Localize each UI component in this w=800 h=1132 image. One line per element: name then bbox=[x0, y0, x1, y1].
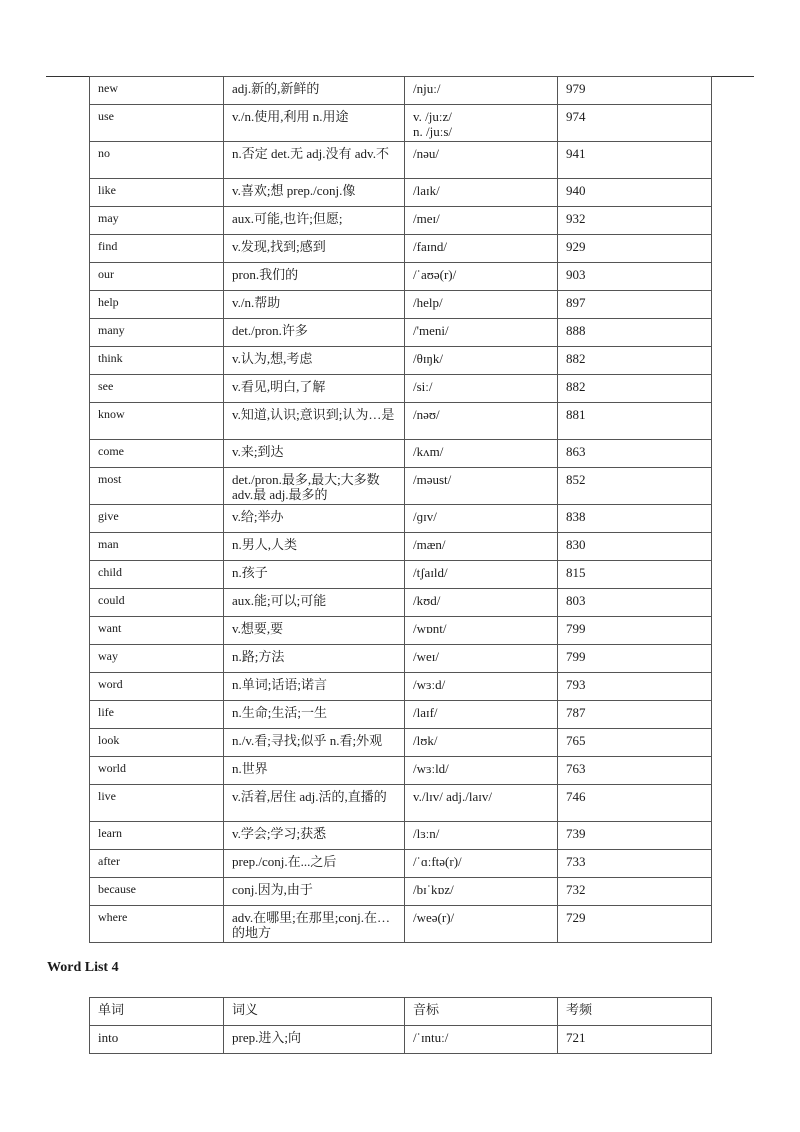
table-row bbox=[90, 533, 712, 561]
cell-frequency: 881 bbox=[558, 403, 712, 440]
cell-frequency: 729 bbox=[558, 906, 712, 943]
cell-word: like bbox=[90, 179, 224, 207]
header-word: 单词 bbox=[90, 998, 224, 1026]
cell-word: child bbox=[90, 561, 224, 589]
table-header-row bbox=[90, 998, 712, 1026]
table-row bbox=[90, 347, 712, 375]
cell-frequency: 793 bbox=[558, 673, 712, 701]
cell-meaning: adj.新的,新鲜的 bbox=[224, 77, 405, 105]
table-row bbox=[90, 291, 712, 319]
cell-word: look bbox=[90, 729, 224, 757]
cell-phonetic: /meɪ/ bbox=[405, 207, 558, 235]
cell-phonetic: /faɪnd/ bbox=[405, 235, 558, 263]
cell-word: because bbox=[90, 878, 224, 906]
table-row bbox=[90, 142, 712, 179]
cell-phonetic: /ˈaʊə(r)/ bbox=[405, 263, 558, 291]
cell-meaning: v.认为,想,考虑 bbox=[224, 347, 405, 375]
table-row bbox=[90, 617, 712, 645]
cell-meaning: pron.我们的 bbox=[224, 263, 405, 291]
cell-frequency: 929 bbox=[558, 235, 712, 263]
table-row bbox=[90, 440, 712, 468]
cell-phonetic: /siː/ bbox=[405, 375, 558, 403]
cell-meaning: det./pron.最多,最大;大多数 adv.最 adj.最多的 bbox=[224, 468, 405, 505]
cell-meaning: n.否定 det.无 adj.没有 adv.不 bbox=[224, 142, 405, 179]
cell-meaning: n.单词;话语;诺言 bbox=[224, 673, 405, 701]
cell-frequency: 799 bbox=[558, 617, 712, 645]
cell-word: want bbox=[90, 617, 224, 645]
table-row bbox=[90, 729, 712, 757]
cell-phonetic: /weɪ/ bbox=[405, 645, 558, 673]
cell-frequency: 932 bbox=[558, 207, 712, 235]
table-row bbox=[90, 701, 712, 729]
cell-word: world bbox=[90, 757, 224, 785]
cell-meaning: n.生命;生活;一生 bbox=[224, 701, 405, 729]
cell-phonetic: /lɜːn/ bbox=[405, 822, 558, 850]
cell-meaning: v.学会;学习;获悉 bbox=[224, 822, 405, 850]
cell-meaning: v.看见,明白,了解 bbox=[224, 375, 405, 403]
cell-frequency: 739 bbox=[558, 822, 712, 850]
cell-word: many bbox=[90, 319, 224, 347]
cell-phonetic: /mæn/ bbox=[405, 533, 558, 561]
word-list-3-table bbox=[89, 76, 712, 943]
cell-frequency: 863 bbox=[558, 440, 712, 468]
cell-phonetic: /kʌm/ bbox=[405, 440, 558, 468]
cell-phonetic: /weə(r)/ bbox=[405, 906, 558, 943]
cell-meaning: adv.在哪里;在那里;conj.在…的地方 bbox=[224, 906, 405, 943]
word-list-4-table bbox=[89, 997, 712, 1054]
table-row bbox=[90, 77, 712, 105]
cell-frequency: 746 bbox=[558, 785, 712, 822]
header-frequency: 考频 bbox=[558, 998, 712, 1026]
cell-meaning: v.喜欢;想 prep./conj.像 bbox=[224, 179, 405, 207]
cell-frequency: 882 bbox=[558, 375, 712, 403]
cell-word: most bbox=[90, 468, 224, 505]
cell-frequency: 882 bbox=[558, 347, 712, 375]
cell-phonetic: /məust/ bbox=[405, 468, 558, 505]
cell-phonetic: /lʊk/ bbox=[405, 729, 558, 757]
cell-word: learn bbox=[90, 822, 224, 850]
cell-phonetic: /wɜːd/ bbox=[405, 673, 558, 701]
table-row bbox=[90, 878, 712, 906]
cell-meaning: v./n.使用,利用 n.用途 bbox=[224, 105, 405, 142]
cell-meaning: aux.能;可以;可能 bbox=[224, 589, 405, 617]
header-phonetic: 音标 bbox=[405, 998, 558, 1026]
cell-phonetic: /kʊd/ bbox=[405, 589, 558, 617]
table-row bbox=[90, 179, 712, 207]
cell-word: know bbox=[90, 403, 224, 440]
cell-meaning: det./pron.许多 bbox=[224, 319, 405, 347]
cell-word: man bbox=[90, 533, 224, 561]
cell-meaning: conj.因为,由于 bbox=[224, 878, 405, 906]
cell-word: where bbox=[90, 906, 224, 943]
header-meaning: 词义 bbox=[224, 998, 405, 1026]
cell-phonetic: /θɪŋk/ bbox=[405, 347, 558, 375]
cell-word: may bbox=[90, 207, 224, 235]
cell-frequency: 732 bbox=[558, 878, 712, 906]
cell-frequency: 721 bbox=[558, 1026, 712, 1054]
cell-word: give bbox=[90, 505, 224, 533]
cell-frequency: 815 bbox=[558, 561, 712, 589]
cell-frequency: 803 bbox=[558, 589, 712, 617]
cell-frequency: 903 bbox=[558, 263, 712, 291]
cell-phonetic: /njuː/ bbox=[405, 77, 558, 105]
cell-phonetic: /ˈɑːftə(r)/ bbox=[405, 850, 558, 878]
cell-phonetic: /ɡɪv/ bbox=[405, 505, 558, 533]
cell-frequency: 888 bbox=[558, 319, 712, 347]
word-list-4-title: Word List 4 bbox=[47, 960, 119, 975]
cell-phonetic: /laɪk/ bbox=[405, 179, 558, 207]
table-row bbox=[90, 505, 712, 533]
table-row bbox=[90, 850, 712, 878]
cell-meaning: n./v.看;寻找;似乎 n.看;外观 bbox=[224, 729, 405, 757]
cell-word: way bbox=[90, 645, 224, 673]
cell-frequency: 733 bbox=[558, 850, 712, 878]
cell-frequency: 940 bbox=[558, 179, 712, 207]
cell-word: after bbox=[90, 850, 224, 878]
cell-frequency: 897 bbox=[558, 291, 712, 319]
cell-frequency: 979 bbox=[558, 77, 712, 105]
cell-phonetic: /wɜːld/ bbox=[405, 757, 558, 785]
table-row bbox=[90, 561, 712, 589]
cell-word: into bbox=[90, 1026, 224, 1054]
cell-phonetic: /nəʊ/ bbox=[405, 403, 558, 440]
cell-phonetic: /wɒnt/ bbox=[405, 617, 558, 645]
cell-meaning: prep./conj.在...之后 bbox=[224, 850, 405, 878]
cell-word: come bbox=[90, 440, 224, 468]
cell-phonetic: v. /juːz/ n. /juːs/ bbox=[405, 105, 558, 142]
table-row bbox=[90, 468, 712, 505]
cell-frequency: 765 bbox=[558, 729, 712, 757]
cell-frequency: 787 bbox=[558, 701, 712, 729]
cell-meaning: v.活着,居住 adj.活的,直播的 bbox=[224, 785, 405, 822]
cell-word: our bbox=[90, 263, 224, 291]
cell-word: think bbox=[90, 347, 224, 375]
cell-phonetic: /'meni/ bbox=[405, 319, 558, 347]
table-row bbox=[90, 235, 712, 263]
cell-word: life bbox=[90, 701, 224, 729]
table-row bbox=[90, 757, 712, 785]
cell-frequency: 830 bbox=[558, 533, 712, 561]
cell-meaning: aux.可能,也许;但愿; bbox=[224, 207, 405, 235]
cell-meaning: n.路;方法 bbox=[224, 645, 405, 673]
cell-word: help bbox=[90, 291, 224, 319]
cell-meaning: v./n.帮助 bbox=[224, 291, 405, 319]
cell-meaning: n.孩子 bbox=[224, 561, 405, 589]
cell-meaning: v.发现,找到;感到 bbox=[224, 235, 405, 263]
cell-meaning: n.世界 bbox=[224, 757, 405, 785]
cell-word: see bbox=[90, 375, 224, 403]
table-row bbox=[90, 105, 712, 142]
cell-phonetic: /nəu/ bbox=[405, 142, 558, 179]
table-row bbox=[90, 319, 712, 347]
cell-meaning: n.男人,人类 bbox=[224, 533, 405, 561]
cell-word: word bbox=[90, 673, 224, 701]
cell-frequency: 838 bbox=[558, 505, 712, 533]
cell-frequency: 974 bbox=[558, 105, 712, 142]
table-row bbox=[90, 589, 712, 617]
cell-phonetic: /help/ bbox=[405, 291, 558, 319]
cell-word: use bbox=[90, 105, 224, 142]
table-row bbox=[90, 822, 712, 850]
cell-frequency: 941 bbox=[558, 142, 712, 179]
cell-meaning: prep.进入;向 bbox=[224, 1026, 405, 1054]
cell-phonetic: v./lɪv/ adj./laɪv/ bbox=[405, 785, 558, 822]
table-row bbox=[90, 673, 712, 701]
cell-phonetic: /tʃaɪld/ bbox=[405, 561, 558, 589]
cell-frequency: 763 bbox=[558, 757, 712, 785]
cell-word: live bbox=[90, 785, 224, 822]
cell-word: new bbox=[90, 77, 224, 105]
cell-frequency: 852 bbox=[558, 468, 712, 505]
table-row bbox=[90, 906, 712, 943]
cell-meaning: v.来;到达 bbox=[224, 440, 405, 468]
cell-word: could bbox=[90, 589, 224, 617]
table-row bbox=[90, 1026, 712, 1054]
cell-phonetic: /ˈɪntuː/ bbox=[405, 1026, 558, 1054]
table-row bbox=[90, 403, 712, 440]
cell-phonetic: /bɪˈkɒz/ bbox=[405, 878, 558, 906]
table-row bbox=[90, 375, 712, 403]
table-row bbox=[90, 645, 712, 673]
table-row bbox=[90, 207, 712, 235]
cell-word: find bbox=[90, 235, 224, 263]
cell-word: no bbox=[90, 142, 224, 179]
cell-frequency: 799 bbox=[558, 645, 712, 673]
cell-meaning: v.知道,认识;意识到;认为…是 bbox=[224, 403, 405, 440]
cell-phonetic: /laɪf/ bbox=[405, 701, 558, 729]
table-row bbox=[90, 785, 712, 822]
cell-meaning: v.想要,要 bbox=[224, 617, 405, 645]
cell-meaning: v.给;举办 bbox=[224, 505, 405, 533]
table-row bbox=[90, 263, 712, 291]
